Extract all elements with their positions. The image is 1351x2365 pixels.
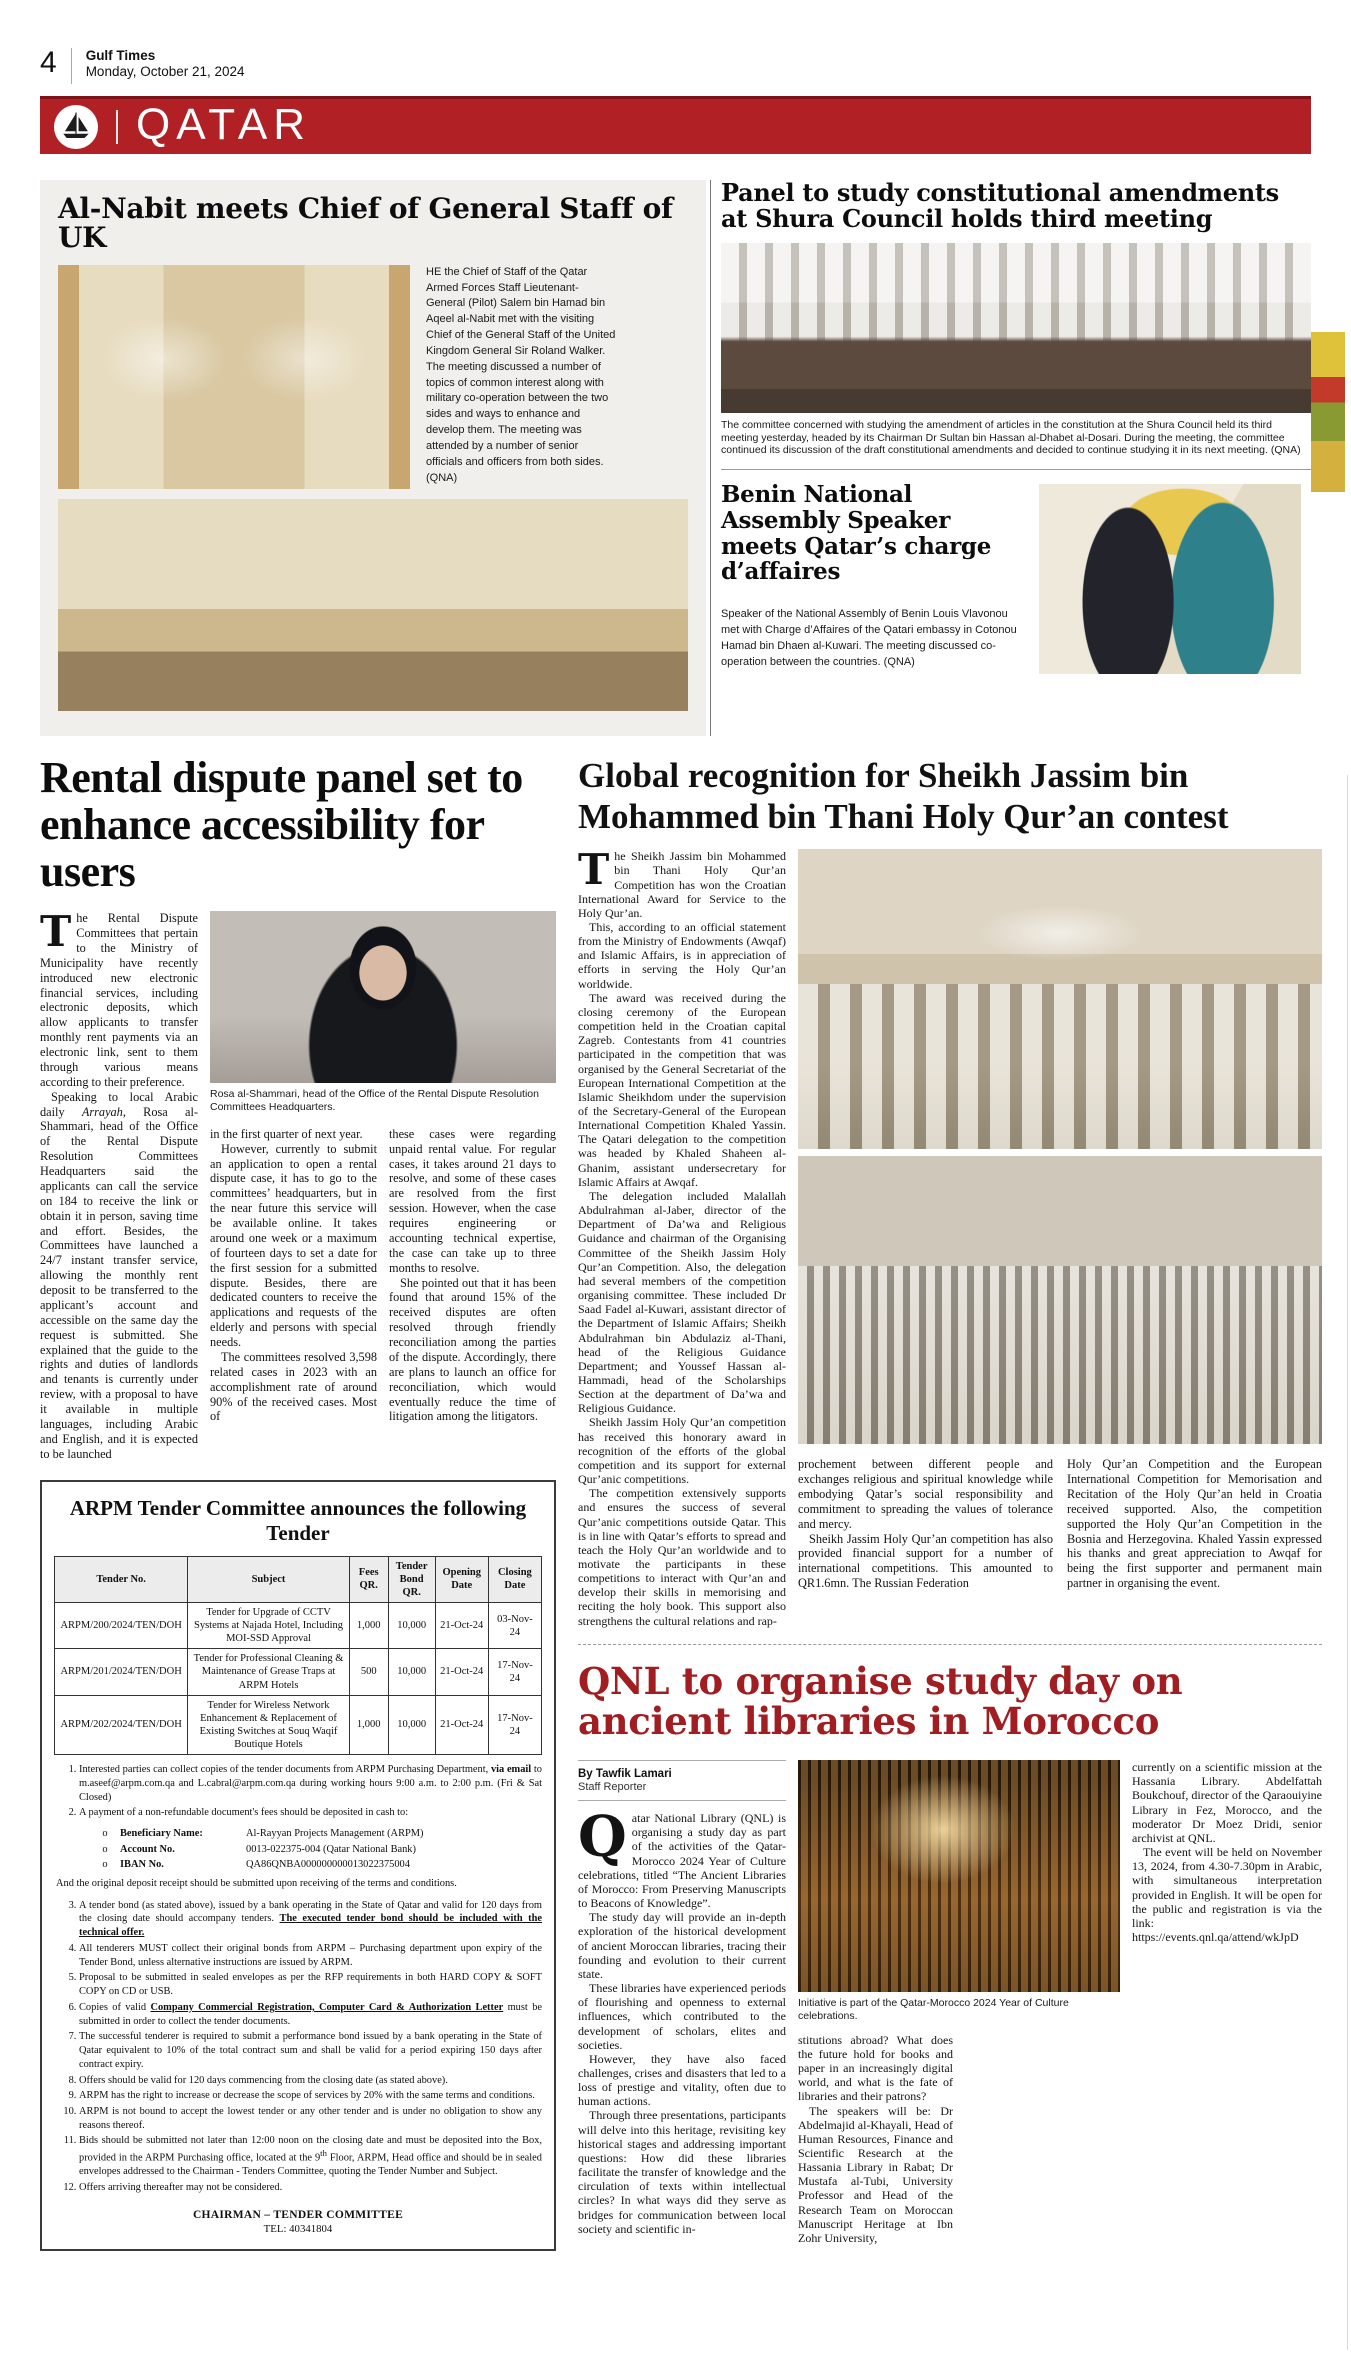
tender-notes-1-2: 1. Interested parties can collect copies of the tender documents from ARPM Purchasing Department, via email to m.aseef@arpm.com.qa and L.cabral@arpm.com.qa during working hours 9:00 a.m. to 2:00 p.m. (Fri & Sat Closed) 2. A payment of a non-refundable document's fees should be deposited in cash to: <box>54 1763 542 1820</box>
qnl-col3 <box>965 2033 1120 2245</box>
masthead <box>86 48 245 80</box>
tender-notice-box <box>40 1480 556 2251</box>
col-subject: Subject <box>188 1556 350 1602</box>
col-fees: Fees QR. <box>349 1556 388 1602</box>
page-header <box>40 0 1311 84</box>
al-nabit-headline: Al-Nabit meets Chief of General Staff of UK <box>58 192 673 255</box>
header-divider <box>71 48 72 84</box>
main-content <box>40 753 1322 2251</box>
column-rule <box>710 180 711 736</box>
benin-handshake-photo <box>1039 484 1301 674</box>
left-column <box>40 754 556 2251</box>
shura-caption: The committee concerned with studying the amendment of articles in the constitution at the Shura Council held its third meeting yesterday, headed by its Chairman Dr Sultan bin Hassan al-Dhabet al-Dosari. During the meeting, the committee continued its discussion of the draft constitutional amendments and decided to continue studying it in its next meeting. (QNA) <box>721 418 1301 457</box>
award-ceremony-photo <box>798 849 1322 1149</box>
table-row: ARPM/202/2024/TEN/DOH Tender for Wireless Network Enhancement & Replacement of Existing Switches at Souq Waqif Boutique Hotels 1,000 10,000 21-Oct-24 17-Nov-24 <box>55 1695 542 1755</box>
chairman-tel: TEL: 40341804 <box>263 2222 333 2235</box>
byline-block <box>578 1760 786 1801</box>
rental-col3: these cases were regarding unpaid rental value. For regular cases, it takes around 21 days to resolve, and some of these cases are resolved from the first session. However, when the case requires engineering or accounting technical expertise, the case can take up to three months to resolve. She pointed out that it has been found that around 15% of the received disputes are often resolved through friendly reconciliation among the parties of the dispute. Accordingly, there are plans to launch an office for reconciliation, which would eventually reduce the time of litigation among the litigators. <box>389 1126 556 1424</box>
library-caption: Initiative is part of the Qatar-Morocco 2024 Year of Culture celebrations. <box>798 1997 1069 2022</box>
shura-meeting-photo <box>721 243 1311 413</box>
dhow-logo-icon <box>54 105 98 149</box>
section-title: QATAR <box>136 99 312 149</box>
banner-divider <box>116 110 118 144</box>
article-quran-contest <box>578 756 1322 1628</box>
page-number: 4 <box>40 46 57 79</box>
rosa-al-shammari-photo <box>210 911 556 1083</box>
quran-col3: Holy Qur’an Competition and the European International Competition for Memorisation and Recitation of the Holy Qur’an held in Croatia received supported. Also, the competition supported the Holy Qur’an Competition in the Bosnia and Herzegovina. Khaled Yassin expressed his thanks and great appreciation to Awqaf for being the first supporter and permanent main partner in organising the event. <box>1067 1457 1322 1591</box>
qnl-col4: currently on a scientific mission at the Hassania Library. Abdelfattah Boukchouf, director of the Qaraouiyine Library in Fez, Morocco, and the moderator Dr Moez Dridi, senior archivist at QNL. The event will be held on November 13, 2024, from 4.30-7.30pm in Arabic, with simultaneous interpretation provided in English. It will be open for the public and registration is via the link: https://events.qnl.qa/attend/wkJpD <box>1132 1760 1322 1945</box>
paper-name: Gulf Times <box>85 48 156 63</box>
quran-col1 <box>578 845 786 1628</box>
right-column <box>578 754 1322 2251</box>
article-al-nabit <box>40 180 706 736</box>
tender-table-header-row <box>55 1556 542 1602</box>
chairman-signoff: CHAIRMAN – TENDER COMMITTEE <box>192 2208 404 2221</box>
col-opening: Opening Date <box>435 1556 488 1602</box>
top-right-column <box>715 180 1311 736</box>
col-closing: Closing Date <box>488 1556 541 1602</box>
qnl-middle-region <box>798 1760 1120 2245</box>
account-no-row: o Account No. 0013-022375-004 (Qatar National Bank) <box>102 1843 416 1855</box>
rosa-caption: Rosa al-Shammari, head of the Office of the Rental Dispute Resolution Committees Headquarters. <box>210 1088 539 1114</box>
top-articles-row <box>40 180 1311 736</box>
deposit-receipt-line: And the original deposit receipt should be submitted upon receiving of the terms and conditions. <box>56 1878 457 1889</box>
quran-col2: prochement between different people and exchanges religious and spiritual knowledge while embodying Qatar’s social responsibility and commitment to spreading the values of tolerance and mercy. Sheikh Jassim Holy Qur’an competition has also provided financial support for a number of international competitions. This amounted to QR1.6mn. The Russian Federation <box>798 1457 1053 1591</box>
qnl-paragraph-lead: Qatar National Library (QNL) is organising a study day as part of the activities of the Qatar-Morocco 2024 Year of Culture celebrations, titled “The Ancient Libraries of Morocco: From Preserving Manuscripts to Beacons of Knowledge”. <box>578 1804 786 1911</box>
qnl-headline: QNL to organise study day on ancient libraries in Morocco <box>578 1658 1183 1744</box>
section-banner <box>40 96 1311 154</box>
al-nabit-meeting-photo <box>58 265 410 489</box>
iban-row: o IBAN No. QA86QNBA000000000013022375004 <box>102 1859 410 1871</box>
tender-table <box>54 1556 542 1756</box>
beneficiary-name-row: o Beneficiary Name: Al-Rayyan Projects Management (ARPM) <box>102 1828 424 1840</box>
tender-title: ARPM Tender Committee announces the following Tender <box>69 1495 527 1545</box>
quran-headline: Global recognition for Sheikh Jassim bin Mohammed bin Thani Holy Qur’an contest <box>578 756 1229 836</box>
table-row: ARPM/201/2024/TEN/DOH Tender for Professional Cleaning & Maintenance of Grease Traps at ARPM Hotels 500 10,000 21-Oct-24 17-Nov-24 <box>55 1649 542 1695</box>
page-edge-rule <box>1347 775 1348 2350</box>
tender-notes-3-12: 3. A tender bond (as stated above), issued by a bank operating in the State of Qatar and valid for 120 days from the closing date should accompany tenders. The executed tender bond should be included with the technical offer. 4. All tenderers MUST collect their original bonds from ARPM – Purchasing department upon expiry of the Tender Bond, unless alternative instructions are issued by ARPM. 5. Proposal to be submitted in sealed envelopes as per the RFP requirements in both HARD COPY & SOFT COPY on CD or USB. 6. Copies of valid Company Commercial Registration, Computer Card & Authorization Letter must be submitted in order to collect the tender documents. 7. The successful tenderer is required to submit a performance bond issued by a bank operating in the State of Qatar equivalent to 10% of the total contract sum and shall be valid for a period expiring 150 days after contract expiry. 8. Offers should be valid for 120 days commencing from the closing date (as stated above). 9. ARPM has the right to increase or decrease the scope of services by 20% with the same terms and conditions. 10. ARPM is not bound to accept the lowest tender or any other tender and is under no obligation to show any reasons thereof. 11. Bids should be submitted not later than 12:00 noon on the closing date and must be deposited into the Box, provided in the ARPM Purchasing office, located at the 9th Floor, ARPM, Head office and should be in sealed envelopes addressed to the Chairman - Tenders Committee, quoting the Tender Number and Subject. 12. Offers arriving thereafter may not be considered. <box>54 1899 542 2195</box>
quran-right-region <box>798 849 1322 1628</box>
table-row: ARPM/200/2024/TEN/DOH Tender for Upgrade of CCTV Systems at Najada Hotel, Including MOI-SSD Approval 1,000 10,000 21-Oct-24 03-Nov-24 <box>55 1602 542 1648</box>
benin-body: Speaker of the National Assembly of Benin Louis Vlavonou met with Charge d’Affaires of the Qatari embassy in Cotonou Hamad bin Dhaen al-Kuwari. The meeting discussed co-operation between the countries. (QNA) <box>721 608 1017 668</box>
article-qnl-study-day <box>578 1644 1322 2245</box>
rental-col1-paragraphs: Speaking to local Arabic daily Arrayah, Rosa al-Shammari, head of the Office of the Rental Dispute Resolution Committees Headquarters said the applicants can call the service on 184 to receive the link or obtain it in person, saving time and effort. Besides, the Committees have launched a 24/7 instant transfer service, allowing the monthly rent deposit to be transferred to the applicant’s account and accessible on the same day the request is submitted. She explained that the guide to the rights and duties of landlords and tenants is currently under review, with a proposal to have it available in multiple languages, including Arabic and English, and it is expected to be launched <box>40 1089 198 1461</box>
library-photo <box>798 1760 1120 1992</box>
col-bond: Tender Bond QR. <box>388 1556 435 1602</box>
article-shura-panel <box>721 180 1311 457</box>
decorative-strip <box>1311 332 1345 492</box>
qnl-col2: stitutions abroad? What does the future hold for books and paper in an increasingly digital world, and what is the fate of libraries and their patrons? The speakers will be: Dr Abdelmajid al-Khayali, Head of Human Resources, Finance and Scientific Research at the Hassania Library in Rabat; Dr Mustafa al-Tubi, University Professor and Head of the Research Team on Moroccan Manuscript Heritage at Ibn Zohr University, <box>798 2032 953 2245</box>
rental-dropcap: T <box>40 907 72 957</box>
shura-headline: Panel to study constitutional amendments at Shura Council holds third meeting <box>721 178 1279 234</box>
qnl-dropcap: Q <box>578 1804 627 1871</box>
dhow-boat-icon <box>59 110 93 144</box>
byline-author: By Tawfik Lamari <box>578 1768 672 1781</box>
qnl-col1-paragraphs: The study day will provide an in-depth exploration of the historical development of ancient Moroccan libraries, tracing their founding and evolution to their current state. These libraries have experienced periods of flourishing and openness to external influences, which contributed to the development of scholars, elites and societies. However, they have also faced challenges, crises and disasters that led to a loss of prestige and vitality, often due to human actions. Through three presentations, participants will delve into this heritage, revisiting key historical stages and addressing important questions: How did these libraries facilitate the transfer of knowledge and the circulation of texts within intellectual circles? In what ways did they serve as bridges for communication between local society and scientific in- <box>578 1910 786 2236</box>
byline-role: Staff Reporter <box>578 1781 647 1794</box>
al-nabit-body: HE the Chief of Staff of the Qatar Armed Forces Staff Lieutenant-General (Pilot) Salem bin Hamad bin Aqeel al-Nabit met with the visiting Chief of the General Staff of the United Kingdom General Sir Roland Walker. The meeting discussed a number of topics of common interest along with military co-operation between the two sides and ways to enhance and develop them. The meeting was attended by a number of senior officials and officers from both sides. (QNA) <box>426 265 616 484</box>
quran-dropcap: T <box>578 845 610 895</box>
rental-paragraph-lead: The Rental Dispute Committees that pertain to the Ministry of Municipality have recently introduced new electronic financial services, including electronic deposits, which allow applicants to transfer monthly rent payments via an electronic link, sent to them through various means according to their preference. <box>40 907 198 1089</box>
rental-right-region <box>210 911 556 1461</box>
col-tender-no: Tender No. <box>55 1556 188 1602</box>
rental-col1 <box>40 907 198 1461</box>
article-rental-dispute <box>40 754 556 1462</box>
qnl-col1 <box>578 1760 786 2245</box>
benin-headline: Benin National Assembly Speaker meets Qatar’s charge d’affaires <box>721 481 992 586</box>
article-divider <box>721 469 1311 470</box>
rental-col2: in the first quarter of next year. However, currently to submit an application to open a rental dispute case, it has to go to the committees’ headquarters, but in the near future this service will be available online. It takes around one week or a maximum of fourteen days to set a date for the first session for a submitted dispute. Besides, there are dedicated counters to receive the applications and requests of the elderly and persons with special needs. The committees resolved 3,598 related cases in 2023 with an accomplishment rate of around 90% of the received cases. Most of <box>210 1126 377 1424</box>
issue-date: Monday, October 21, 2024 <box>85 64 245 80</box>
quran-col1-paragraphs: This, according to an official statement from the Ministry of Endowments (Awqaf) and Islamic Affairs, is in appreciation of efforts in serving the Holy Qur’an worldwide. The award was received during the closing ceremony of the European competition held in the Croatian capital Zagreb. Contestants from 41 countries participated in the competition that was organised by the General Secretariat of the European International Competition at the Islamic Sheikhdom under the supervision of the Secretary-General of the European International Competition Khaled Yassin. The Qatari delegation to the competition was headed by Khaled Shaheen al-Ghanim, assistant undersecretary for Islamic Affairs at Awqaf. The delegation included Malallah Abdulrahman al-Jaber, director of the Department of Da’wa and Religious Guidance and chairman of the Organising Committee of the Sheikh Jassim Holy Qur’an Competition. Also, the delegation had several members of the competition organising committee. These included Dr Saad Fadel al-Kuwari, assistant director of the Department of Islamic Affairs; Sheikh Abdulrahman bin Abdulaziz al-Thani, head of the Religious Guidance Department; and Youssef Hassan al-Hammadi, head of the Scholarships Section at the department of Da’wa and Religious Guidance. Sheikh Jassim Holy Qur’an competition has received this honorary award in recognition of the efforts of the global competition and its support for external Qur’anic competitions. The competition extensively supports and ensures the success of several Qur’anic competitions outside Qatar. This is in line with Qatar’s efforts to spread and teach the Holy Qur’an worldwide and to motivate the participants in these competitions to interact with Qur’an and develop their skills in memorising and reciting the holy book. This support also strengthens the cultural relations and rap- <box>578 919 786 1628</box>
delegation-group-photo <box>798 1156 1322 1444</box>
rental-headline: Rental dispute panel set to enhance accessibility for users <box>40 753 523 897</box>
beneficiary-details <box>98 1826 542 1873</box>
al-nabit-delegation-photo <box>58 499 688 711</box>
quran-paragraph-lead: The Sheikh Jassim bin Mohammed bin Thani Holy Qur’an Competition has won the Croatian International Award for Service to the Holy Qur’an. <box>578 845 786 920</box>
article-benin <box>721 482 1311 674</box>
